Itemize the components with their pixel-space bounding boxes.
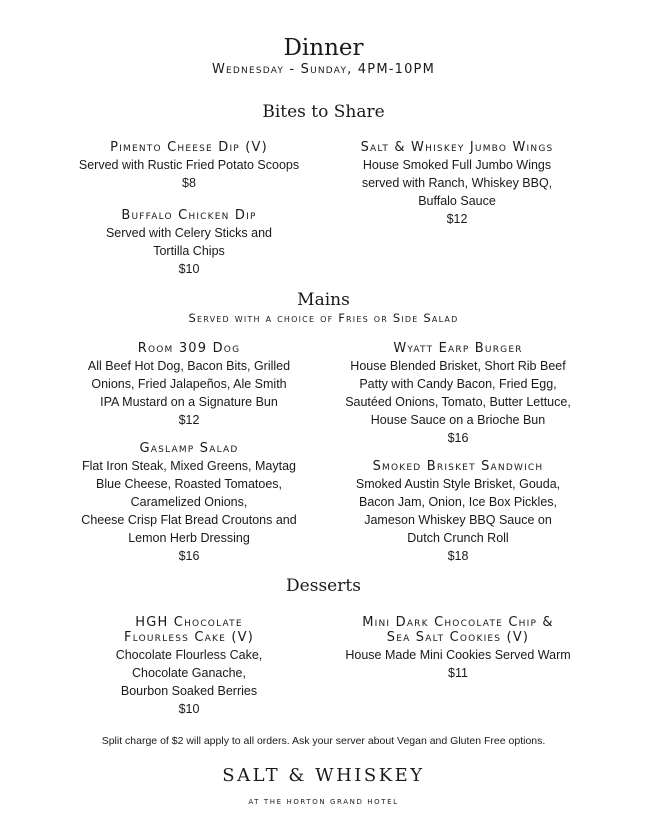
item-description: Smoked Austin Style Brisket, Gouda, Bacon Jam, Onion, Ice Box Pickles, Jameson Whiskey BBQ Sauce on Dutch Crunch Roll xyxy=(355,477,561,545)
menu-item xyxy=(328,615,588,682)
item-name-line-1: HGH Chocolate xyxy=(135,615,243,630)
item-name-line-2: Flourless Cake (V) xyxy=(124,630,254,645)
menu-item xyxy=(318,459,598,565)
item-name: Smoked Brisket Sandwich xyxy=(372,459,544,474)
item-name: Buffalo Chicken Dip xyxy=(121,208,257,223)
item-name: Room 309 Dog xyxy=(137,341,241,356)
brand-subtitle: AT THE HORTON GRAND HOTEL xyxy=(248,798,399,806)
section-heading-desserts: Desserts xyxy=(286,576,361,596)
item-price: $12 xyxy=(446,212,468,226)
item-price: $10 xyxy=(178,262,200,276)
footer-note: Split charge of $2 will apply to all orders. Ask your server about Vegan and Gluten Free options. xyxy=(101,735,546,747)
item-price: $11 xyxy=(448,666,468,680)
mains-subheading: Served with a choice of Fries or Side Salad xyxy=(188,311,459,325)
menu-item xyxy=(55,341,323,429)
section-heading-mains: Mains xyxy=(297,290,350,310)
item-price: $16 xyxy=(447,431,469,445)
section-heading-bites: Bites to Share xyxy=(262,102,385,122)
menu-item xyxy=(318,341,598,447)
menu-title: Dinner xyxy=(283,35,364,61)
item-description: Flat Iron Steak, Mixed Greens, Maytag Blue Cheese, Roasted Tomatoes, Caramelized Onions, Cheese Crisp Flat Bread Croutons and Lemon Herb Dressing xyxy=(81,459,297,545)
item-name-line-1: Mini Dark Chocolate Chip & xyxy=(362,615,554,630)
item-price: $16 xyxy=(178,549,200,563)
item-name: Wyatt Earp Burger xyxy=(393,341,523,356)
item-description: Served with Rustic Fried Potato Scoops xyxy=(78,158,300,172)
item-description: Served with Celery Sticks and Tortilla Chips xyxy=(105,226,273,258)
item-price: $12 xyxy=(178,413,200,427)
item-description: All Beef Hot Dog, Bacon Bits, Grilled Onions, Fried Jalapeños, Ale Smith IPA Mustard on a Signature Bun xyxy=(87,359,291,409)
menu-item xyxy=(60,208,318,278)
item-description: Chocolate Flourless Cake, Chocolate Ganache, Bourbon Soaked Berries xyxy=(115,648,263,698)
item-description: House Made Mini Cookies Served Warm xyxy=(345,648,571,662)
item-price: $10 xyxy=(178,702,200,716)
item-price: $8 xyxy=(182,176,196,190)
item-name-line-2: Sea Salt Cookies (V) xyxy=(386,630,530,645)
menu-item xyxy=(60,615,318,718)
item-name: Pimento Cheese Dip (V) xyxy=(110,140,268,155)
item-name: Salt & Whiskey Jumbo Wings xyxy=(360,140,554,155)
brand-logo-text: SALT & WHISKEY xyxy=(222,765,425,786)
menu-item xyxy=(50,441,328,565)
item-description: House Smoked Full Jumbo Wings served with Ranch, Whiskey BBQ, Buffalo Sauce xyxy=(361,158,553,208)
item-description: House Blended Brisket, Short Rib Beef Patty with Candy Bacon, Fried Egg, Sautéed Onions, Tomato, Butter Lettuce, House Sauce on a Brioche Bun xyxy=(345,359,571,427)
menu-item xyxy=(328,140,586,228)
menu-item xyxy=(60,140,318,192)
item-name: Gaslamp Salad xyxy=(139,441,239,456)
item-price: $18 xyxy=(447,549,469,563)
menu-hours: Wednesday - Sunday, 4PM-10PM xyxy=(211,62,436,77)
